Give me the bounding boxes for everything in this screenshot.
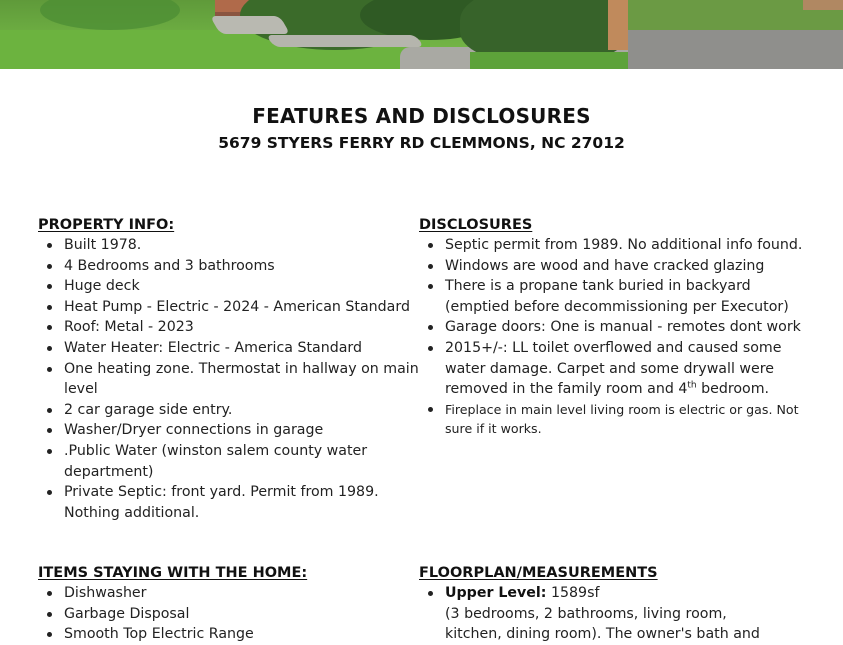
list-item: Roof: Metal - 2023 [38,317,423,338]
list-item: Private Septic: front yard. Permit from 1989. Nothing additional. [38,482,423,523]
bullet-icon [47,346,52,351]
level-area: 1589sf [546,585,600,601]
section-heading: ITEMS STAYING WITH THE HOME: [38,565,308,581]
bullet-icon [428,346,433,351]
list-item: 2 car garage side entry. [38,400,423,421]
superscript: th [687,380,697,391]
walkway [210,16,290,34]
fence [803,0,843,10]
bullet-icon [47,632,52,637]
level-label: Upper Level: [445,585,547,601]
bullet-icon [428,284,433,289]
list-item: There is a propane tank buried in backyard (emptied before decommissioning per Executor) [419,276,809,317]
floorplan-list [419,583,819,645]
disclosures-section [419,216,809,438]
bullet-icon [47,428,52,433]
bullet-icon [47,264,52,269]
bullet-icon [47,591,52,596]
walkway [266,35,424,47]
bullet-icon [428,407,433,412]
list-item: Fireplace in main level living room is electric or gas. Not sure if it works. [419,400,809,438]
bullet-icon [47,612,52,617]
page-title: FEATURES AND DISCLOSURES [252,104,591,128]
list-item: Garage doors: One is manual - remotes dont work [419,317,809,338]
bullet-icon [428,243,433,248]
section-heading: FLOORPLAN/MEASUREMENTS [419,565,658,581]
list-item: Huge deck [38,276,423,297]
items-staying-section [38,564,423,645]
property-address: 5679 STYERS FERRY RD CLEMMONS, NC 27012 [218,134,625,152]
house-exterior-photo [0,0,843,69]
list-item: One heating zone. Thermostat in hallway on main level [38,359,423,400]
list-item: Septic permit from 1989. No additional info found. [419,235,809,256]
driveway [628,30,843,69]
brick-pillar [608,0,628,50]
list-item: Heat Pump - Electric - 2024 - American Standard [38,297,423,318]
bullet-icon [428,264,433,269]
list-item: .Public Water (winston salem county water department) [38,441,423,482]
bullet-icon [47,284,52,289]
grass-strip [470,52,650,69]
list-item: 2015+/-: LL toilet overflowed and caused some water damage. Carpet and some drywall were removed in the family room and 4th bedroom. [419,338,809,400]
list-item: 4 Bedrooms and 3 bathrooms [38,256,423,277]
bullet-icon [47,325,52,330]
bullet-icon [47,490,52,495]
shrub [40,0,180,30]
bullet-icon [428,591,433,596]
list-item: Upper Level: 1589sf (3 bedrooms, 2 bathrooms, living room, kitchen, dining room). The owner's bath and [419,583,819,645]
bullet-icon [47,408,52,413]
bullet-icon [47,449,52,454]
bullet-icon [47,243,52,248]
items-staying-list [38,583,423,645]
floorplan-section [419,564,819,645]
list-item: Washer/Dryer connections in garage [38,420,423,441]
list-item: Smooth Top Electric Range [38,624,423,645]
bullet-icon [47,367,52,372]
section-heading: DISCLOSURES [419,217,533,233]
disclosures-list [419,235,809,438]
list-item: Dishwasher [38,583,423,604]
property-info-section [38,216,423,523]
list-item: Windows are wood and have cracked glazing [419,256,809,277]
property-info-list [38,235,423,523]
list-item: Built 1978. [38,235,423,256]
list-item: Garbage Disposal [38,604,423,625]
bullet-icon [428,325,433,330]
list-item: Water Heater: Electric - America Standard [38,338,423,359]
section-heading: PROPERTY INFO: [38,217,175,233]
bullet-icon [47,305,52,310]
